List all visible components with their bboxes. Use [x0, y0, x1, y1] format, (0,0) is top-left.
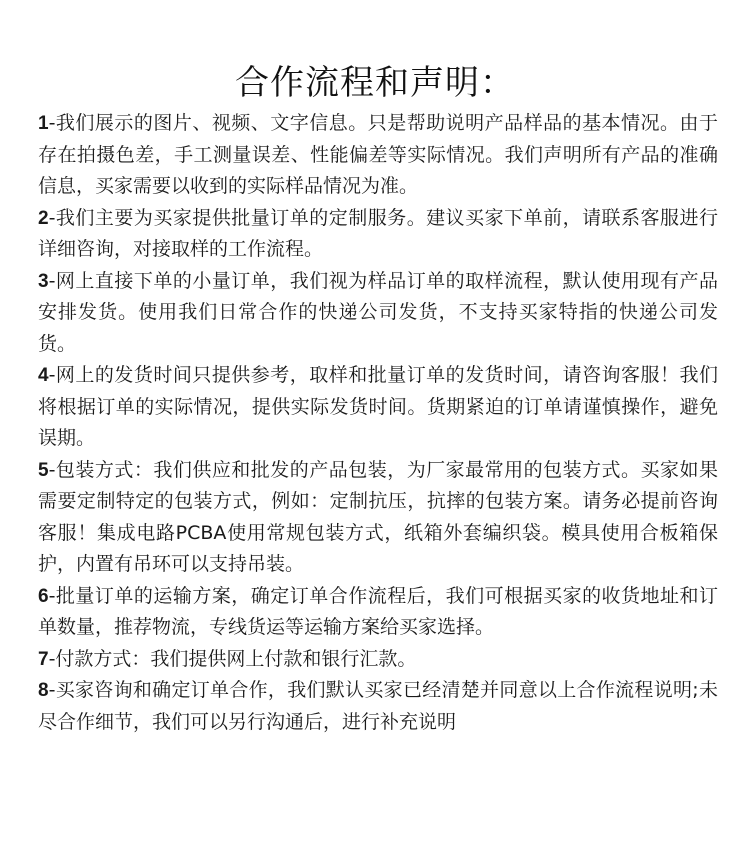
- statement-list: [38, 108, 718, 738]
- statement-item-8: [38, 675, 718, 738]
- statement-item-4: [38, 360, 718, 455]
- item-number: 3: [38, 270, 49, 292]
- item-number: 4: [38, 365, 49, 386]
- statement-item-2: [38, 203, 718, 266]
- item-number: 5: [38, 459, 49, 481]
- item-number: 2: [38, 207, 49, 229]
- item-text: -包装方式：我们供应和批发的产品包装，为厂家最常用的包装方式。买家如果需要定制特定的包装方式，例如：定制抗压，抗摔的包装方案。请务必提前咨询客服！集成电路PCBA使用常规包装方式，纸箱外套编织袋。模具使用合板箱保护，内置有吊环可以支持吊装。: [38, 458, 718, 575]
- item-text: -网上的发货时间只提供参考，取样和批量订单的发货时间，请咨询客服！我们将根据订单的实际情况，提供实际发货时间。货期紧迫的订单请谨慎操作，避免误期。: [38, 364, 718, 449]
- statement-item-1: [38, 108, 718, 203]
- item-number: 1: [38, 113, 49, 134]
- statement-item-7: [38, 644, 718, 676]
- statement-item-5: [38, 455, 718, 581]
- item-text: -网上直接下单的小量订单，我们视为样品订单的取样流程，默认使用现有产品安排发货。使用我们日常合作的快递公司发货，不支持买家特指的快递公司发货。: [38, 269, 718, 355]
- statement-item-3: [38, 266, 718, 361]
- item-number: 7: [38, 648, 49, 670]
- item-text: -我们展示的图片、视频、文字信息。只是帮助说明产品样品的基本情况。由于存在拍摄色差，手工测量误差、性能偏差等实际情况。我们声明所有产品的准确信息，买家需要以收到的实际样品情况为准。: [38, 112, 718, 197]
- item-text: -付款方式：我们提供网上付款和银行汇款。: [48, 647, 417, 670]
- item-text: -我们主要为买家提供批量订单的定制服务。建议买家下单前，请联系客服进行详细咨询，对接取样的工作流程。: [38, 206, 718, 260]
- statement-item-6: [38, 581, 718, 644]
- item-text: -批量订单的运输方案，确定订单合作流程后，我们可根据买家的收货地址和订单数量，推荐物流，专线货运等运输方案给买家选择。: [38, 584, 718, 638]
- item-number: 8: [38, 680, 49, 701]
- item-number: 6: [38, 585, 49, 607]
- item-text: -买家咨询和确定订单合作，我们默认买家已经清楚并同意以上合作流程说明;未尽合作细节，我们可以另行沟通后，进行补充说明: [38, 679, 718, 733]
- page-title: 合作流程和声明：: [235, 62, 515, 103]
